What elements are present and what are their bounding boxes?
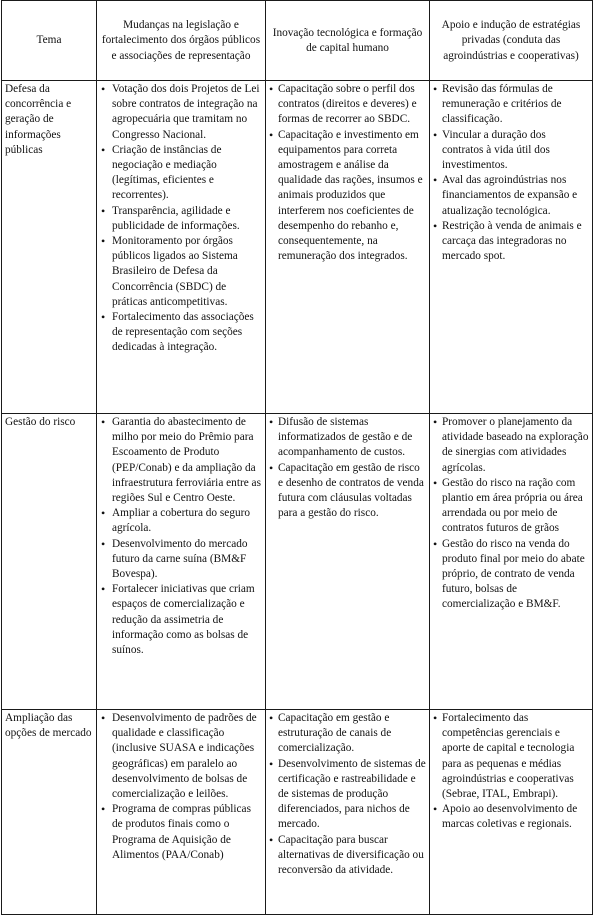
theme-cell: Gestão do risco (2, 414, 97, 710)
list-item: • Vincular a duração dos contratos à vida útil dos investimentos. (433, 128, 589, 174)
legislation-list (100, 711, 262, 863)
list-item: • Ampliar a cobertura do seguro agrícola. (100, 506, 262, 536)
list-item: • Criação de instâncias de negociação e mediação (legítimas, eficientes e recorrentes). (100, 143, 262, 204)
innovation-cell (266, 710, 430, 915)
list-item: • Desenvolvimento de padrões de qualidade e classificação (inclusive SUASA e indicações geográficas) em paralelo ao desenvolvimento de bolsas de comercialização e leilões. (100, 711, 262, 802)
header-theme: Tema (2, 1, 97, 81)
innovation-list (269, 415, 426, 521)
private-strategies-list (433, 415, 589, 613)
list-item: • Votação dos dois Projetos de Lei sobre contratos de integração na agropecuária que tramitam no Congresso Nacional. (100, 82, 262, 143)
list-item: • Aval das agroindústrias nos financiamentos de expansão e atualização tecnológica. (433, 173, 589, 219)
list-item: • Garantia do abastecimento de milho por meio do Prêmio para Escoamento de Produto (PEP/Conab) e da ampliação da infraestrutura ferroviária entre as regiões Sul e Centro Oeste. (100, 415, 262, 506)
private-strategies-list (433, 82, 589, 264)
private-strategies-cell (430, 414, 593, 710)
innovation-cell (266, 81, 430, 414)
table-row (2, 414, 593, 710)
list-item: • Programa de compras públicas de produtos finais como o Programa de Aquisição de Alimentos (PAA/Conab) (100, 802, 262, 863)
table-body (2, 81, 593, 915)
list-item: • Gestão do risco na ração com plantio em área própria ou área arrendada ou por meio de contratos futuros de grãos (433, 476, 589, 537)
header-innovation: Inovação tecnológica e formação de capital humano (266, 1, 430, 81)
list-item: • Capacitação em gestão e estruturação de canais de comercialização. (269, 711, 426, 757)
table-header (2, 1, 593, 81)
list-item: • Promover o planejamento da atividade baseado na exploração de sinergias com atividades agrícolas. (433, 415, 589, 476)
innovation-cell (266, 414, 430, 710)
list-item: • Restrição à venda de animais e carcaça das integradoras no mercado spot. (433, 219, 589, 265)
list-item: • Transparência, agilidade e publicidade de informações. (100, 204, 262, 234)
header-private-strategies: Apoio e indução de estratégias privadas (conduta das agroindústrias e cooperativas) (430, 1, 593, 81)
list-item: • Capacitação sobre o perfil dos contratos (direitos e deveres) e formas de recorrer ao SBDC. (269, 82, 426, 128)
private-strategies-cell (430, 81, 593, 414)
legislation-cell (97, 81, 266, 414)
legislation-cell (97, 414, 266, 710)
list-item: • Fortalecer iniciativas que criam espaços de comercialização e redução da assimetria de informação como as bolsas de suínos. (100, 582, 262, 658)
private-strategies-cell (430, 710, 593, 915)
list-item: • Difusão de sistemas informatizados de gestão e de acompanhamento de custos. (269, 415, 426, 461)
list-item: • Desenvolvimento de sistemas de certificação e rastreabilidade e de sistemas de produção diferenciados, para nichos de mercado. (269, 757, 426, 833)
innovation-list (269, 82, 426, 264)
innovation-list (269, 711, 426, 878)
list-item: • Gestão do risco na venda do produto final por meio do abate próprio, de contrato de venda futuro, bolsas de comercialização e BM&F. (433, 537, 589, 613)
private-strategies-list (433, 711, 589, 833)
list-item: • Capacitação para buscar alternativas de diversificação ou reconversão da atividade. (269, 833, 426, 879)
list-item: • Fortalecimento das competências gerenciais e aporte de capital e tecnologia para as pequenas e médias agroindústrias e cooperativas (Sebrae, ITAL, Embrapi). (433, 711, 589, 802)
list-item: • Fortalecimento das associações de representação com seções dedicadas à integração. (100, 310, 262, 356)
list-item: • Monitoramento por órgãos públicos ligados ao Sistema Brasileiro de Defesa da Concorrência (SBDC) de práticas anticompetitivas. (100, 234, 262, 310)
legislation-cell (97, 710, 266, 915)
theme-cell: Ampliação das opções de mercado (2, 710, 97, 915)
header-legislation: Mudanças na legislação e fortalecimento dos órgãos públicos e associações de representação (97, 1, 266, 81)
list-item: • Capacitação em gestão de risco e desenho de contratos de venda futura com cláusulas voltadas para a gestão do risco. (269, 461, 426, 522)
table-row (2, 710, 593, 915)
table-row (2, 81, 593, 414)
header-row (2, 1, 593, 81)
legislation-list (100, 415, 262, 658)
list-item: • Revisão das fórmulas de remuneração e critérios de classificação. (433, 82, 589, 128)
list-item: • Apoio ao desenvolvimento de marcas coletivas e regionais. (433, 802, 589, 832)
policy-table (1, 0, 593, 915)
list-item: • Capacitação e investimento em equipamentos para correta amostragem e análise da qualidade das rações, insumos e animais produzidos que interferem nos coeficientes de desempenho do rebanho e, consequentemente, na remuneração dos integrados. (269, 128, 426, 265)
list-item: • Desenvolvimento do mercado futuro da carne suína (BM&F Bovespa). (100, 537, 262, 583)
legislation-list (100, 82, 262, 356)
theme-cell: Defesa da concorrência e geração de informações públicas (2, 81, 97, 414)
